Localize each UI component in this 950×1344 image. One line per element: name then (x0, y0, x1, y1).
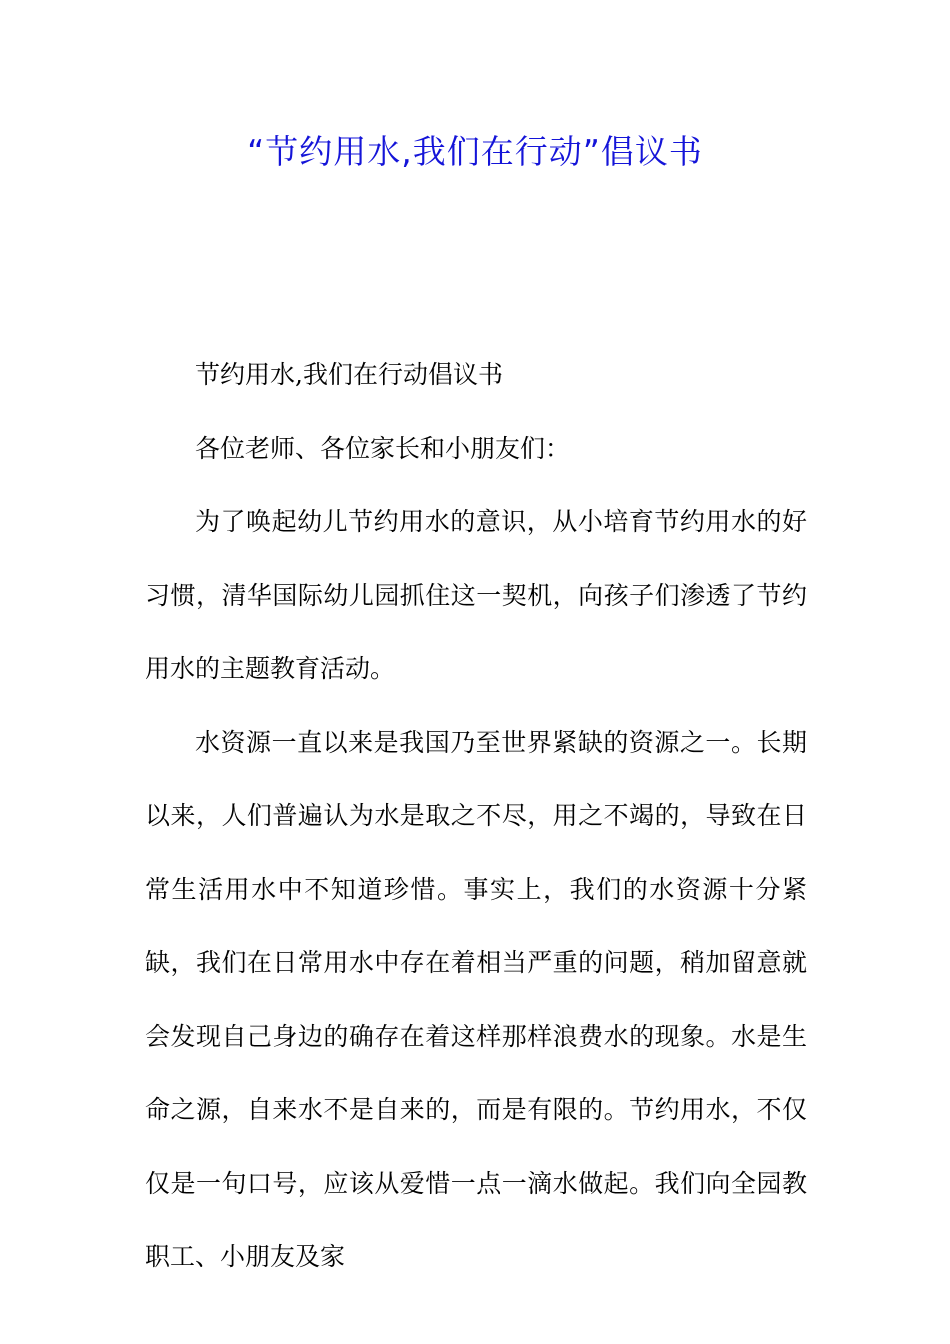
document-title: “节约用水,我们在行动”倡议书 (247, 132, 703, 171)
paragraph-intro: 为了唤起幼儿节约用水的意识，从小培育节约用水的好习惯，清华国际幼儿园抓住这一契机，向孩子们渗透了节约用水的主题教育活动。 (145, 507, 807, 683)
paragraph-water-resources: 水资源一直以来是我国乃至世界紧缺的资源之一。长期以来，人们普遍认为水是取之不尽，用之不竭的，导致在日常生活用水中不知道珍惜。事实上，我们的水资源十分紧缺，我们在日常用水中存在着相当严重的问题，稍加留意就会发现自己身边的确存在着这样那样浪费水的现象。水是生命之源，自来水不是自来的，而是有限的。节约用水，不仅仅是一句口号，应该从爱惜一点一滴水做起。我们向全园教职工、小朋友及家 (145, 727, 807, 1271)
document-body (145, 338, 807, 1294)
paragraph-heading: 节约用水,我们在行动倡议书 (195, 360, 503, 389)
paragraph-salutation: 各位老师、各位家长和小朋友们： (195, 433, 571, 463)
